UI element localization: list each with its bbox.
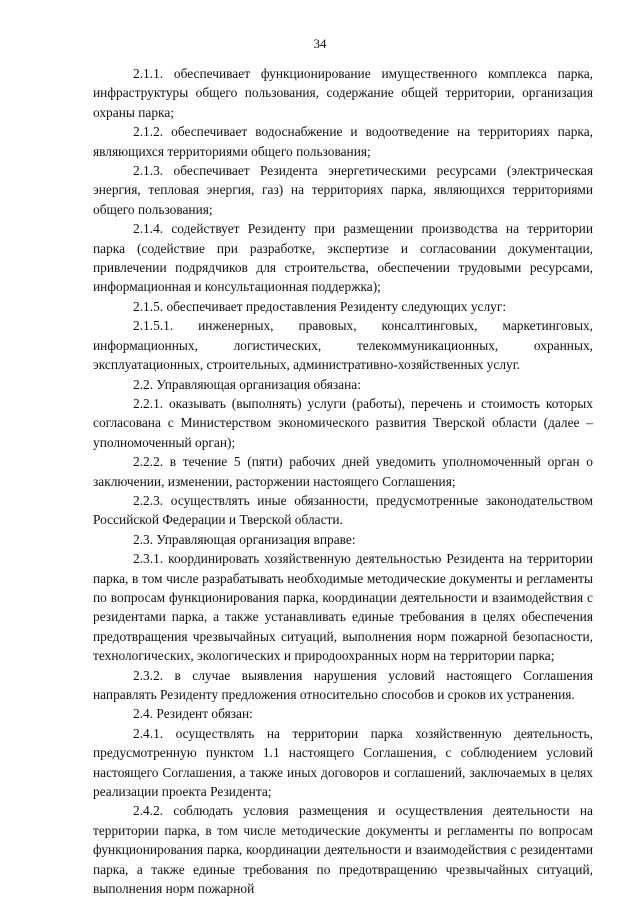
paragraph-2-1-3: 2.1.3. обеспечивает Резидента энергетическими ресурсами (электрическая энергия, тепловая энергия, газ) на территориях парка, являющихся территориями общего пользования; xyxy=(93,163,593,217)
paragraph-2-3: 2.3. Управляющая организация вправе: xyxy=(133,531,356,547)
paragraph-2-1-5: 2.1.5. обеспечивает предоставления Резиденту следующих услуг: xyxy=(133,298,507,314)
paragraph-2-1-5-1: 2.1.5.1. инженерных, правовых, консалтинговых, маркетинговых, информационных, логистических, телекоммуникационных, охранных, эксплуатационных, строительных, административно-хозяйственных услуг. xyxy=(93,318,593,373)
page-number: 34 xyxy=(313,36,327,51)
paragraph-2-4-1: 2.4.1. осуществлять на территории парка хозяйственную деятельность, предусмотренную пунктом 1.1 настоящего Соглашения, с соблюдением условий настоящего Соглашения, а также иных договоров и соглашений, заключаемых в целях реализации проекта Резидента; xyxy=(93,725,593,800)
paragraph-2-1-2: 2.1.2. обеспечивает водоснабжение и водоотведение на территориях парка, являющихся территориями общего пользования; xyxy=(93,124,593,159)
paragraph-2-2-1: 2.2.1. оказывать (выполнять) услуги (работы), перечень и стоимость которых согласована с Министерством экономического развития Тверской области (далее – уполномоченный орган); xyxy=(93,395,593,450)
paragraph-2-4-2: 2.4.2. соблюдать условия размещения и осуществления деятельности на территории парка, в том числе методические документы и регламенты по вопросам функционирования парка, координации деятельности и взаимодействия с резидентами парка, а также единые требования по предотвращению чрезвычайных ситуаций, выполнения норм пожарной xyxy=(93,803,593,897)
paragraph-2-3-1: 2.3.1. координировать хозяйственную деятельностью Резидента на территории парка, в том числе разрабатывать необходимые методические документы и регламенты по вопросам функционирования парка, координации деятельности и взаимодействия с резидентами парка, а также устанавливать единые требования в целях обеспечения предотвращения чрезвычайных ситуаций, выполнения норм пожарной безопасности, технологических, экологических и природоохранных норм на территории парка; xyxy=(93,551,593,664)
paragraph-2-1-1: 2.1.1. обеспечивает функционирование имущественного комплекса парка, инфраструктуры общего пользования, содержание общей территории, организация охраны парка; xyxy=(93,66,593,120)
paragraph-2-1-4: 2.1.4. содействует Резиденту при размещении производства на территории парка (содействие при разработке, экспертизе и согласовании документации, привлечении подрядчиков для строительства, обеспечении трудовыми ресурсами, информационная и консультационная поддержка); xyxy=(93,221,593,295)
body-text xyxy=(93,64,593,898)
paragraph-2-4: 2.4. Резидент обязан: xyxy=(133,706,253,722)
paragraph-2-2-2: 2.2.2. в течение 5 (пяти) рабочих дней уведомить уполномоченный орган о заключении, изменении, расторжении настоящего Соглашения; xyxy=(93,454,593,489)
paragraph-2-2: 2.2. Управляющая организация обязана: xyxy=(133,376,361,392)
paragraph-2-2-3: 2.2.3. осуществлять иные обязанности, предусмотренные законодательством Российской Федерации и Тверской области. xyxy=(93,492,593,528)
paragraph-2-3-2: 2.3.2. в случае выявления нарушения условий настоящего Соглашения направлять Резиденту предложения относительно способов и сроков их устранения. xyxy=(93,667,593,702)
